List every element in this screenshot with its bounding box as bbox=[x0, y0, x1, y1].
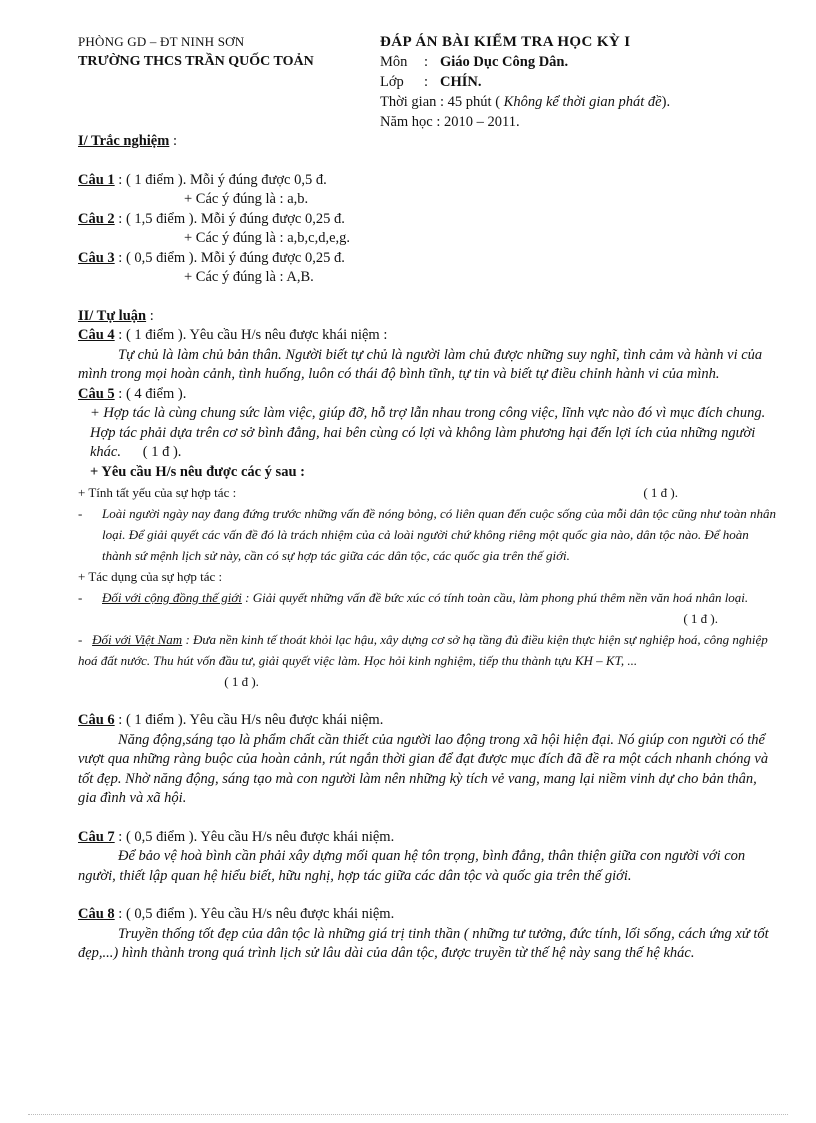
question-8: Câu 8 : ( 0,5 điểm ). Yêu cầu H/s nêu được khái niệm. bbox=[78, 906, 395, 922]
time-text: Thời gian : 45 phút ( bbox=[380, 94, 501, 110]
effect-world: - Đối với cộng đồng thế giới : Giải quyết những vấn đề bức xúc có tính toàn cầu, làm phong phú thêm nền văn hoá nhân loại. ( 1 đ ). bbox=[78, 587, 778, 629]
part2-heading: II/ Tự luận : bbox=[78, 307, 154, 324]
answer-4-body: Tự chủ là làm chủ bản thân. Người biết tự chủ là người làm chủ được những suy nghĩ, tình cảm và hành vi của mình trong mọi hoàn cảnh, tình huống, luôn có thái độ bình tĩnh, tự tin và biết tự điều chỉnh hành vi của mình. bbox=[78, 346, 763, 382]
question-5: Câu 5 : ( 4 điểm ). bbox=[78, 385, 187, 402]
time-line bbox=[380, 92, 670, 112]
document-title: ĐÁP ÁN BÀI KIỂM TRA HỌC KỲ I bbox=[380, 34, 631, 50]
subject-line: Môn : Giáo Dục Công Dân. bbox=[380, 54, 569, 70]
subject-label: Môn bbox=[380, 54, 408, 70]
class-value: CHÍN. bbox=[440, 74, 482, 90]
class-line: Lớp : CHÍN. bbox=[380, 74, 482, 90]
score-necessity: ( 1 đ ). bbox=[643, 485, 678, 500]
header-left bbox=[78, 34, 314, 70]
answer-3: + Các ý đúng là : A,B. bbox=[184, 269, 314, 285]
question-6: Câu 6 : ( 1 điểm ). Yêu cầu H/s nêu được khái niệm. bbox=[78, 712, 384, 728]
time-note: Không kể thời gian phát đề bbox=[503, 94, 662, 110]
page-bottom-divider bbox=[28, 1114, 788, 1115]
answer-6-body: Năng động,sáng tạo là phẩm chất cần thiết của người lao động trong xã hội hiện đại. Nó giúp con người có thể vượt qua những ràng buộc của hoàn cảnh, rút ngắn thời gian để đạt được mục đích đã đề ra một cách nhanh chóng và tốt đẹp. Nhờ năng động, sáng tạo mà con người làm nên những kỳ tích vẻ vang, mang lại niềm vinh dự cho bản thân, gia đình và xã hội. bbox=[78, 731, 769, 806]
effect-heading: + Tác dụng của sự hợp tác : bbox=[78, 569, 223, 584]
question-1: Câu 1 : ( 1 điểm ). Mỗi ý đúng được 0,5 đ. bbox=[78, 171, 327, 188]
answer-5-definition: + Hợp tác là cùng chung sức làm việc, giúp đỡ, hỗ trợ lẫn nhau trong công việc, lĩnh vực nào đó vì mục đích chung. Hợp tác phải dựa trên cơ sở bình đẳng, hai bên cùng có lợi và không làm phương hại đến lợi ích của những người khác. ( 1 đ ). bbox=[90, 405, 766, 460]
necessity-body: - Loài người ngày nay đang đứng trước những vấn đề nóng bỏng, có liên quan đến cuộc sống của mỗi dân tộc cũng như toàn nhân loại. Để giải quyết các vấn đề đó là trách nhiệm của cả loài người chứ không riêng một quốc gia nào, dân tộc nào. Để hoàn thành sứ mệnh lịch sử này, cần có sự hợp tác giữa các dân tộc, các quốc gia trên thế giới. bbox=[78, 506, 776, 563]
necessity-heading: + Tính tất yếu của sự hợp tác : ( 1 đ ). bbox=[78, 482, 778, 503]
answer-5-requirement: + Yêu cầu H/s nêu được các ý sau : bbox=[90, 463, 305, 480]
answer-7-body: Để bảo vệ hoà bình cần phải xây dựng mối quan hệ tôn trọng, bình đẳng, thân thiện giữa con người với con người, thiết lập quan hệ hiểu biết, hữu nghị, hợp tác giữa các dân tộc và quốc gia trên thế giới. bbox=[78, 848, 746, 884]
question-2: Câu 2 : ( 1,5 điểm ). Mỗi ý đúng được 0,25 đ. bbox=[78, 210, 345, 227]
school-name: TRƯỜNG THCS TRẦN QUỐC TOẢN bbox=[78, 54, 314, 69]
score-definition: ( 1 đ ). bbox=[142, 444, 182, 460]
answer-1: + Các ý đúng là : a,b. bbox=[184, 191, 309, 207]
question-7: Câu 7 : ( 0,5 điểm ). Yêu cầu H/s nêu được khái niệm. bbox=[78, 828, 395, 845]
score-world: ( 1 đ ). bbox=[683, 611, 718, 626]
time-end: ). bbox=[661, 94, 671, 110]
score-vietnam: ( 1 đ ). bbox=[224, 674, 259, 689]
subject-value: Giáo Dục Công Dân. bbox=[440, 54, 569, 70]
effect-vietnam: - Đối với Việt Nam : Đưa nền kinh tế thoát khỏi lạc hậu, xây dựng cơ sở hạ tầng đủ điều kiện thực hiện sự nghiệp hoá, công nghiệp hoá đất nước. Thu hút vốn đầu tư, giải quyết việc làm. Học hỏi kinh nghiệm, tiếp thu thành tựu KH – KT, ... ( 1 đ ). bbox=[78, 632, 768, 689]
answer-2: + Các ý đúng là : a,b,c,d,e,g. bbox=[184, 230, 351, 246]
school-year: Năm học : 2010 – 2011. bbox=[380, 114, 520, 130]
class-label: Lớp bbox=[380, 74, 404, 90]
answer-8-body: Truyền thống tốt đẹp của dân tộc là những giá trị tinh thần ( những tư tưởng, đức tính, lối sống, cách ứng xử tốt đẹp,...) hình thành trong quá trình lịch sử lâu dài của dân tộc, được truyền từ thế hệ này sang thế hệ khác. bbox=[78, 925, 769, 961]
header-right bbox=[380, 32, 670, 132]
question-4: Câu 4 : ( 1 điểm ). Yêu cầu H/s nêu được khái niệm : bbox=[78, 327, 388, 343]
answer-body bbox=[78, 132, 778, 964]
department-name: PHÒNG GD – ĐT NINH SƠN bbox=[78, 34, 245, 49]
part1-heading: I/ Trắc nghiệm : bbox=[78, 133, 177, 149]
question-3: Câu 3 : ( 0,5 điểm ). Mỗi ý đúng được 0,25 đ. bbox=[78, 249, 345, 266]
